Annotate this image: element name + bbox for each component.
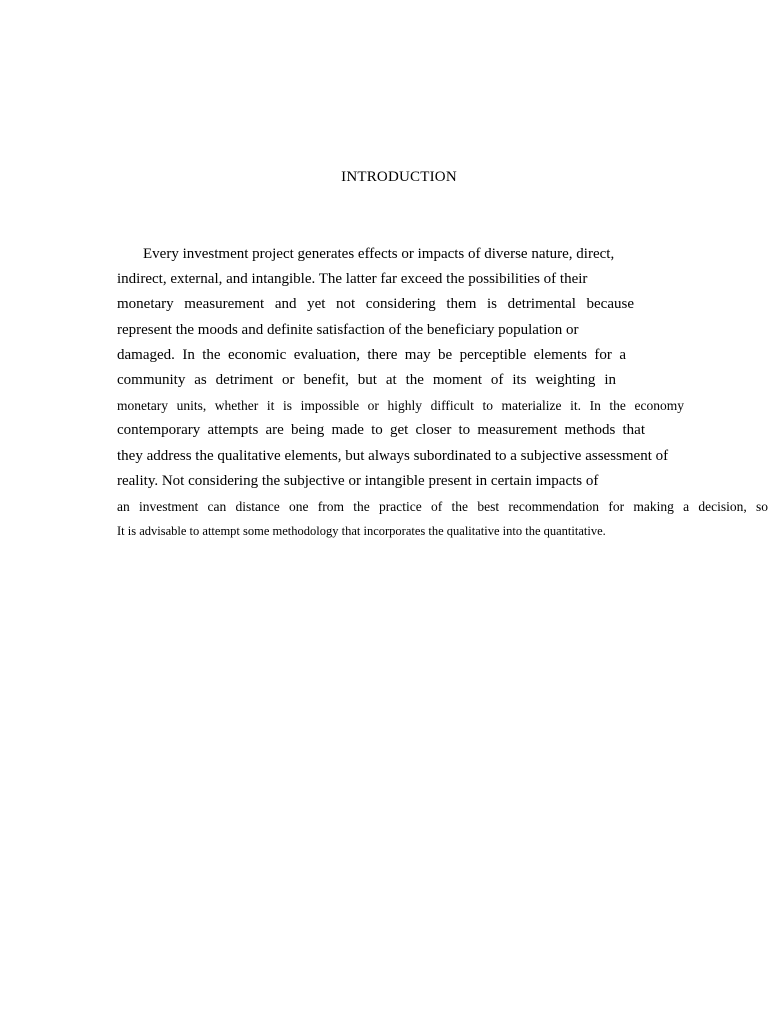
paragraph-line: community as detriment or benefit, but at the moment of its weighting in [117,371,616,388]
paragraph-line: an investment can distance one from the practice of the best recommendation for making a decision, so [117,498,768,514]
paragraph-line: Every investment project generates effects or impacts of diverse nature, direct, [143,246,615,262]
paragraph-line: monetary measurement and yet not considering them is detrimental because [117,296,634,313]
page-title: INTRODUCTION [341,169,457,185]
paragraph-line: reality. Not considering the subjective or intangible present in certain impacts of [117,472,599,489]
paragraph-line: indirect, external, and intangible. The latter far exceed the possibilities of their [117,271,588,288]
paragraph-line: represent the moods and definite satisfaction of the beneficiary population or [117,321,579,338]
introduction-paragraph [117,242,768,544]
paragraph-line: they address the qualitative elements, but always subordinated to a subjective assessment of [117,447,669,464]
paragraph-line: contemporary attempts are being made to get closer to measurement methods that [117,422,645,439]
paragraph-line: damaged. In the economic evaluation, there may be perceptible elements for a [117,346,626,363]
paragraph-line: It is advisable to attempt some methodology that incorporates the qualitative into the quantitative. [117,524,606,539]
paragraph-line: monetary units, whether it is impossible or highly difficult to materialize it. In the economy [117,398,684,414]
